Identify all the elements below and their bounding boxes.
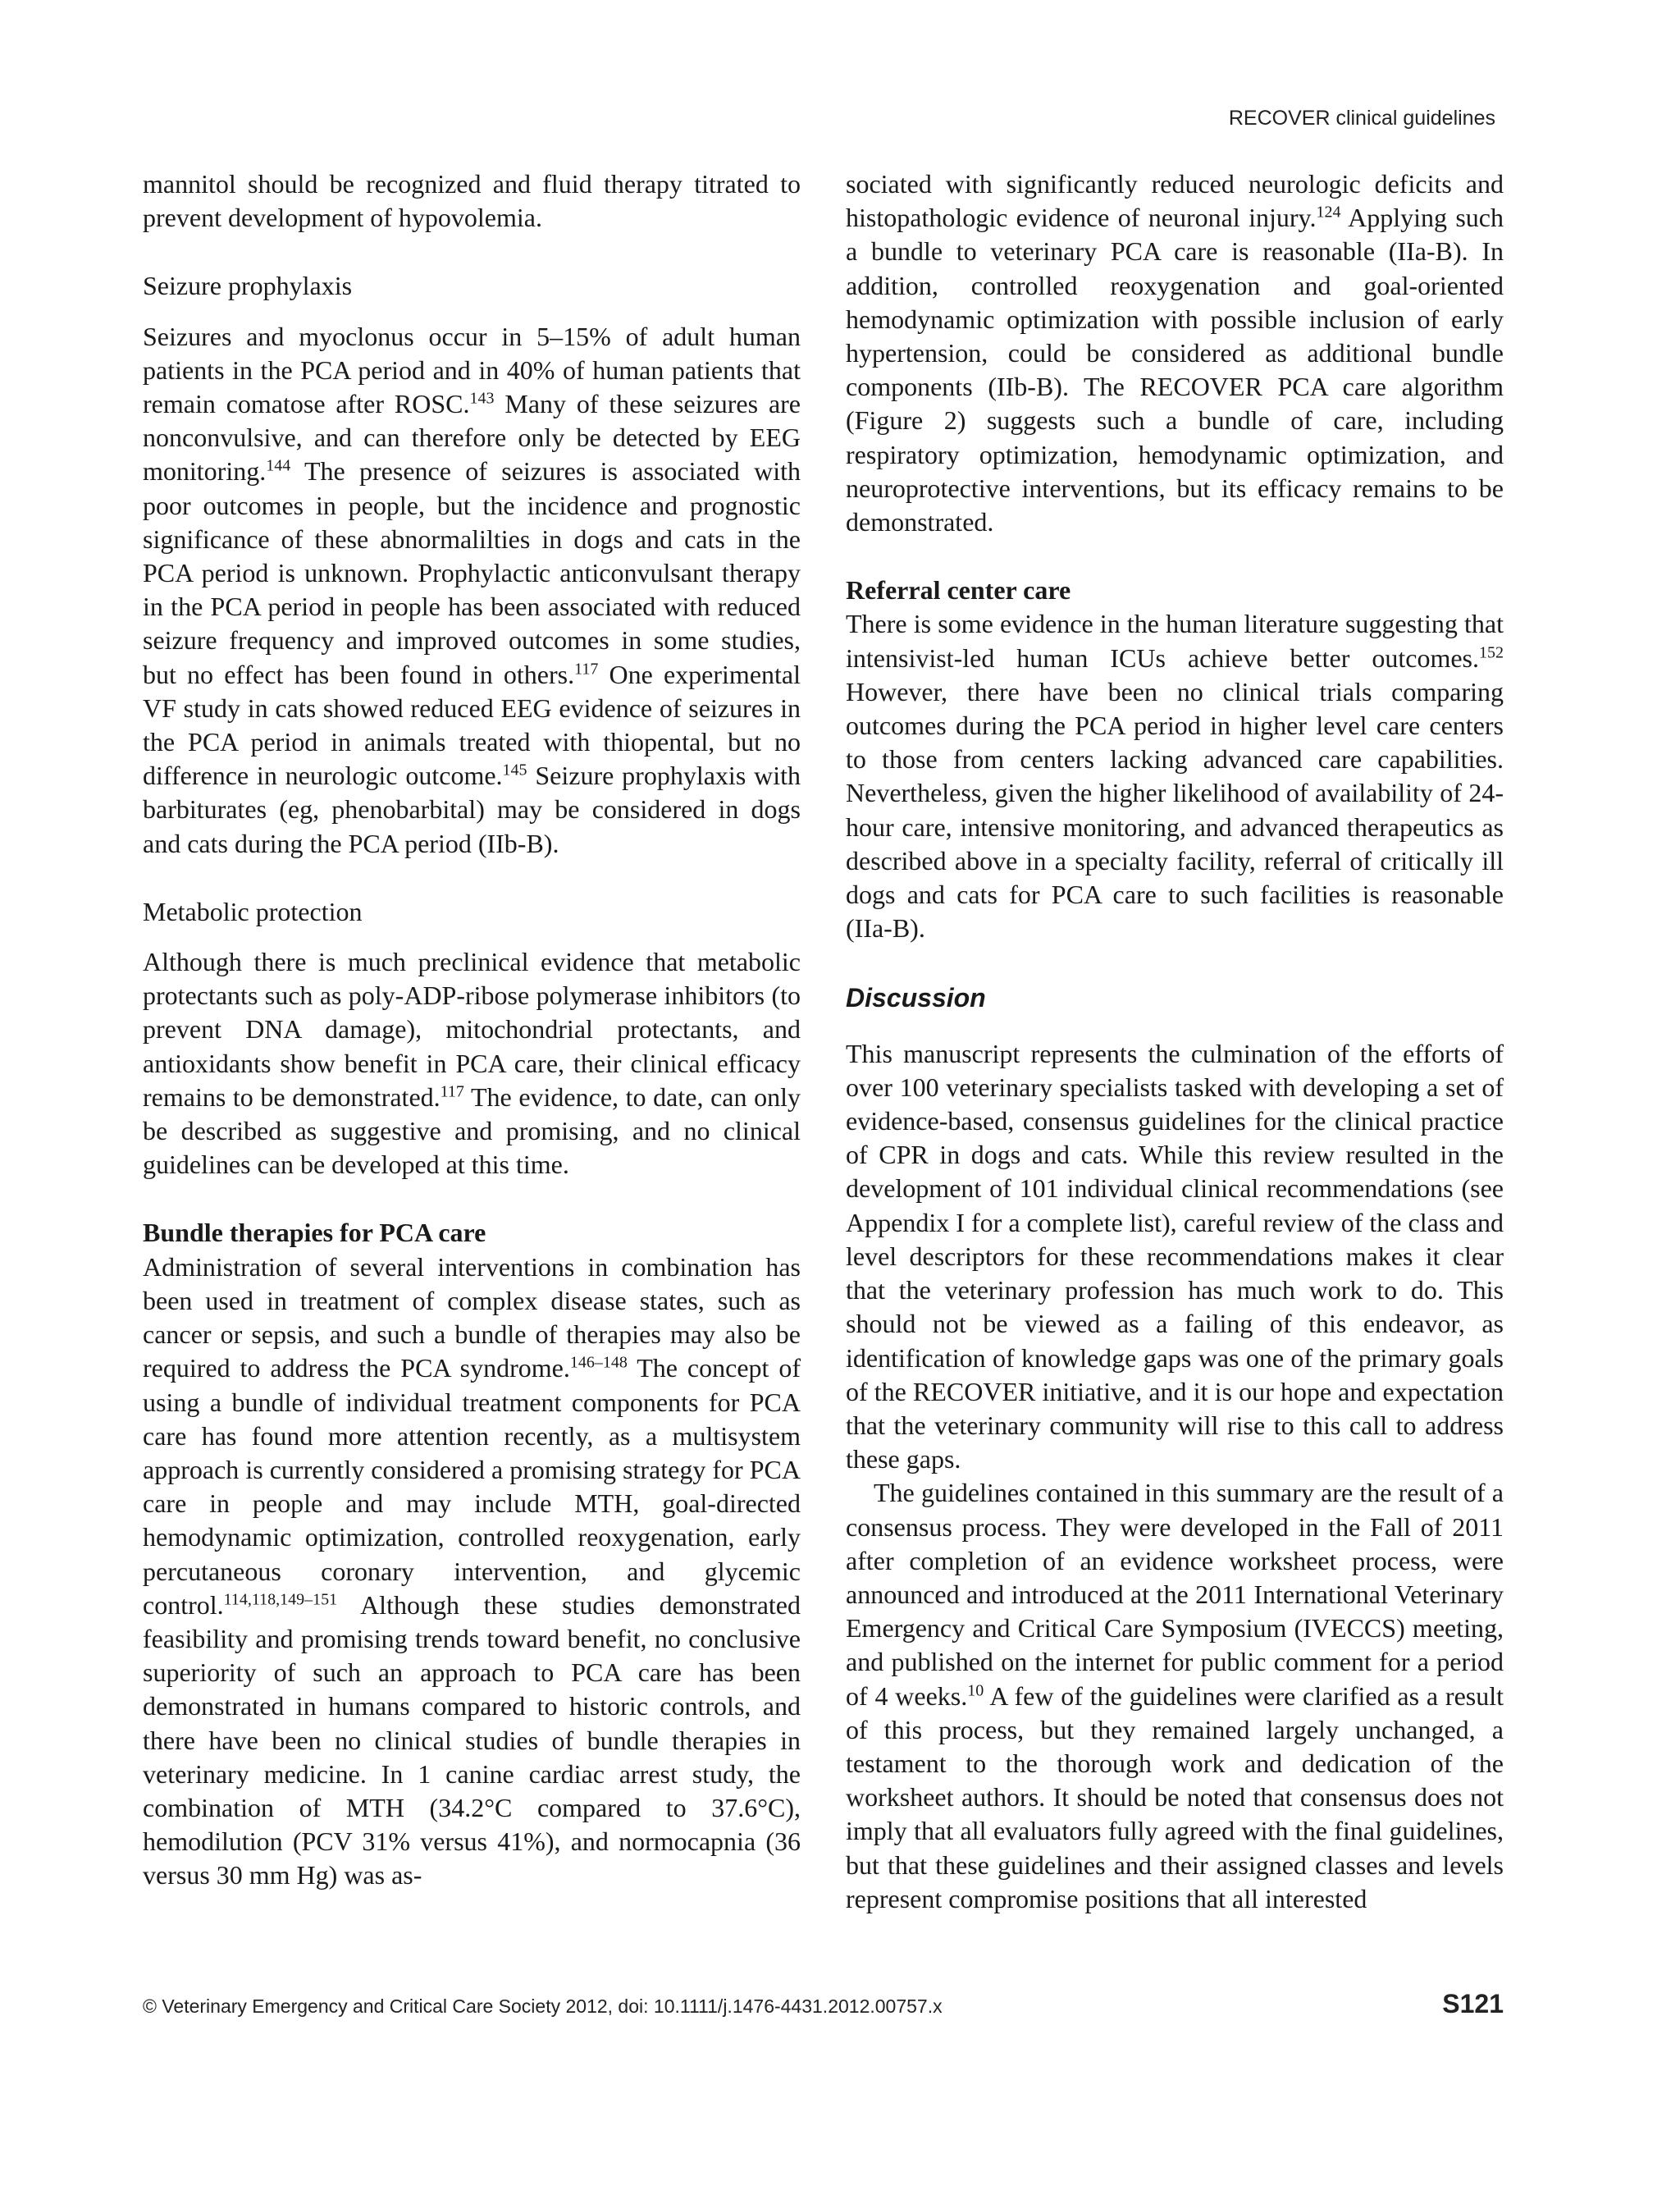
paragraph [143,945,801,1182]
paragraph [143,1250,801,1893]
citation: 117 [574,659,599,678]
paragraph-text: However, there have been no clinical trials comparing outcomes during the PCA period in higher level care centers to those from centers lacking advanced care capabilities. Nevertheless, given the higher likelihood of availability of 24-hour care, intensive monitoring, and advanced therapeutics as described above in a specialty facility, referral of critically ill dogs and cats for PCA care to such facilities is reasonable (IIa-B). [846,676,1504,944]
citation: 152 [1479,642,1504,661]
citation: 144 [266,456,291,475]
subheading-referral-center-care: Referral center care [846,575,1071,606]
citation: 114,118,149–151 [223,1590,338,1609]
paragraph-text: The concept of using a bundle of individual treatment components for PCA care has found more attention recently, as a multisystem approach is currently considered a promising strategy for PCA care in people and may include MTH, goal-directed hemodynamic optimization, controlled reoxygenation, early percutaneous coronary intervention, and glycemic control. [143,1353,801,1620]
running-head: RECOVER clinical guidelines [1228,107,1495,130]
paragraph-text: The evidence, to date, can only be described as suggestive and promising, and no clinical guidelines can be developed at this time. [143,1081,801,1180]
paragraph-text: A few of the guidelines were clarified as a result of this process, but they remained largely unchanged, a testament to the thorough work and dedication of the worksheet authors. It should be noted that consensus does not imply that all evaluators fully agreed with the final guidelines, but that these guidelines and their assigned classes and levels represent compromise positions that all interested [846,1680,1504,1913]
subheading-bundle-therapies: Bundle therapies for PCA care [143,1218,486,1248]
paragraph: mannitol should be recognized and fluid therapy titrated to prevent development of hypovolemia. [143,169,801,233]
paragraph [846,167,1504,539]
paragraph-text: Seizures and myoclonus occur in 5–15% of adult human patients in the PCA period and in 40% of human patients that remain comatose after ROSC. [143,321,801,419]
citation: 145 [502,761,527,779]
subheading-seizure-prophylaxis: Seizure prophylaxis [143,271,353,301]
paragraph [846,1476,1504,1916]
paragraph-text: Although there is much preclinical evidence that metabolic protectants such as poly-ADP-ribose polymerase inhibitors (to prevent DNA damage), mitochondrial protectants, and antioxidants show benefit in PCA care, their clinical efficacy remains to be demonstrated. [143,947,801,1112]
paragraph-text: The guidelines contained in this summary are the result of a consensus process. They were developed in the Fall of 2011 after completion of an evidence worksheet process, were announced and introduced at the 2011 International Veterinary Emergency and Critical Care Symposium (IVECCS) meeting, and published on the internet for public comment for a period of 4 weeks. [846,1478,1504,1711]
paragraph: This manuscript represents the culmination of the efforts of over 100 veterinary specialists tasked with developing a set of evidence-based, consensus guidelines for the clinical practice of CPR in dogs and cats. While this review resulted in the development of 101 individual clinical recommendations (see Appendix I for a complete list), careful review of the class and level descriptors for these recommendations makes it clear that the veterinary profession has much work to do. This should not be viewed as a failing of this endeavor, as identification of knowledge gaps was one of the primary goals of the RECOVER initiative, and it is our hope and expectation that the veterinary community will rise to this call to address these gaps. [846,1038,1504,1474]
section-heading-discussion: Discussion [846,983,986,1013]
citation: 143 [469,389,495,408]
paragraph [846,607,1504,945]
citation: 117 [440,1082,464,1101]
paragraph-text: There is some evidence in the human literature suggesting that intensivist-led human ICUs achieve better outcomes. [846,609,1504,673]
paragraph-text: sociated with significantly reduced neurologic deficits and histopathologic evidence of neuronal injury. [846,169,1504,233]
paragraph-text: Seizure prophylaxis with barbiturates (eg, phenobarbital) may be considered in dogs and cats during the PCA period (IIb-B). [143,761,801,858]
copyright-doi: © Veterinary Emergency and Critical Care Society 2012, doi: 10.1111/j.1476-4431.2012.00757.x [143,1995,943,2017]
paragraph-text: Applying such a bundle to veterinary PCA care is reasonable (IIa-B). In addition, controlled reoxygenation and goal-oriented hemodynamic optimization with possible inclusion of early hypertension, could be considered as additional bundle components (IIb-B). The RECOVER PCA care algorithm (Figure 2) suggests such a bundle of care, including respiratory optimization, hemodynamic optimization, and neuroprotective interventions, but its efficacy remains to be demonstrated. [846,203,1504,537]
right-column [846,167,1504,1916]
citation: 124 [1316,203,1341,222]
paragraph-text: Many of these seizures are nonconvulsive, and can therefore only be detected by EEG monitoring. [143,389,801,487]
paragraph-text: One experimental VF study in cats showed reduced EEG evidence of seizures in the PCA period in animals treated with thiopental, but no difference in neurologic outcome. [143,659,801,791]
subheading-metabolic-protection: Metabolic protection [143,896,363,926]
paragraph-text: Administration of several interventions in combination has been used in treatment of complex disease states, such as cancer or sepsis, and such a bundle of therapies may also be required to address the PCA syndrome. [143,1251,801,1383]
left-column [143,167,801,1893]
page-number: S121 [1442,1989,1504,2018]
paragraph [143,320,801,861]
paragraph-text: Although these studies demonstrated feasibility and promising trends toward benefit, no conclusive superiority of such an approach to PCA care has been demonstrated in humans compared to historic controls, and there have been no clinical studies of bundle therapies in veterinary medicine. In 1 canine cardiac arrest study, the combination of MTH (34.2°C compared to 37.6°C), hemodilution (PCV 31% versus 41%), and normocapnia (36 versus 30 mm Hg) was as- [143,1589,801,1890]
citation: 10 [967,1680,984,1699]
citation: 146–148 [569,1353,628,1372]
paragraph-text: The presence of seizures is associated with poor outcomes in people, but the incidence and prognostic significance of these abnormalilties in dogs and cats in the PCA period is unknown. Prophylactic anticonvulsant therapy in the PCA period in people has been associated with reduced seizure frequency and improved outcomes in some studies, but no effect has been found in others. [143,456,801,689]
